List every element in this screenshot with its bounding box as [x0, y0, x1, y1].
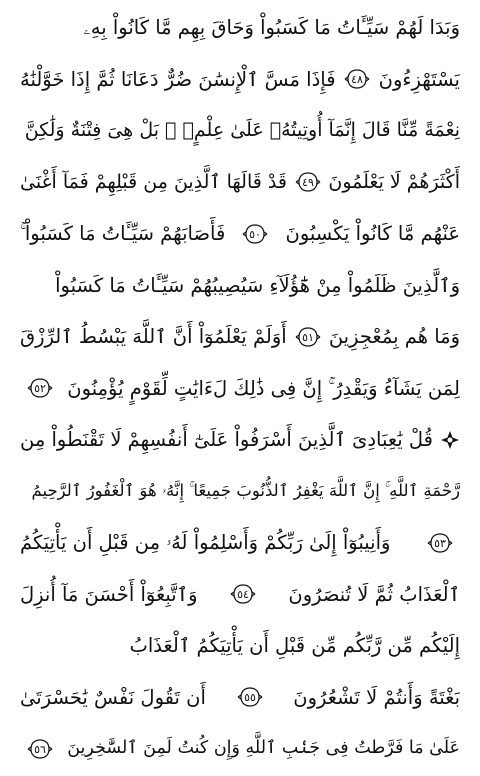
text-line — [20, 208, 460, 260]
text-line — [20, 466, 460, 518]
ayah-number-marker — [241, 223, 269, 245]
text-line — [20, 620, 460, 672]
verse-text: عَنْهُم مَّا كَانُواْ يَكْسِبُونَ — [285, 222, 460, 245]
verse-text: إِلَيْكُم مِّن رَّبِّكُم مِّن قَبْلِ أَن يَأْتِيَكُمُ ٱلْعَذَابُ — [129, 634, 460, 657]
verse-text: وَٱلَّذِينَ ظَلَمُواْ مِنْ هَٰٓؤُلَآءِ سَيُصِيبُهُمْ سَيِّـَٔاتُ مَا كَسَبُواْ — [55, 273, 460, 297]
verse-text: يَسْتَهْزِءُونَ — [378, 67, 460, 91]
verse-text: ٱلْعَذَابُ ثُمَّ لَا تُنصَرُونَ — [288, 582, 460, 606]
verse-text: وَأَنِيبُوٓاْ إِلَىٰ رَبِّكُمْ وَأَسْلِمُواْ لَهُۥ مِن قَبْلِ أَن يَأْتِيَكُمُ — [20, 531, 391, 554]
text-line — [20, 569, 460, 621]
ayah-number-marker — [343, 68, 371, 90]
verse-text: رَّحْمَةِ ٱللَّهِ ۚ إِنَّ ٱللَّهَ يَغْفِرُ ٱلذُّنُوبَ جَمِيعًا ۚ إِنَّهُۥ هُوَ ٱلْغَفُورُ ٱلرَّحِيمُ — [31, 481, 460, 500]
verse-text: أَوَلَمْ يَعْلَمُوٓاْ أَنَّ ٱللَّهَ يَبْسُطُ ٱلرِّزْقَ — [20, 325, 287, 348]
ayah-number: ٤٨ — [351, 73, 364, 87]
verse-text: قُلْ يَٰعِبَادِىَ ٱلَّذِينَ أَسْرَفُواْ عَلَىٰٓ أَنفُسِهِمْ لَا تَقْنَطُواْ مِن — [20, 428, 433, 451]
verse-text: فَأَصَابَهُمْ سَيِّـَٔاتُ مَا كَسَبُواْ ۚ — [20, 222, 226, 245]
verse-text: عَلَىٰ مَا فَرَّطتُ فِى جَنۢبِ ٱللَّهِ وَإِن كُنتُ لَمِنَ ٱلسَّٰخِرِينَ — [67, 738, 460, 758]
ayah-number: ٥٦ — [34, 742, 46, 756]
text-line — [20, 723, 460, 775]
text-line — [20, 311, 460, 363]
ayah-number: ٥٥ — [243, 691, 256, 705]
verse-text: فَإِذَا مَسَّ ٱلْإِنسَٰنَ ضُرٌّ دَعَانَا ثُمَّ إِذَا خَوَّلْنَٰهُ — [20, 67, 336, 91]
ayah-number: ٥٠ — [249, 227, 262, 241]
hizb-star-icon — [440, 430, 460, 450]
ayah-number-marker — [426, 532, 454, 554]
text-line — [20, 414, 460, 466]
verse-text: وَٱتَّبِعُوٓاْ أَحْسَنَ مَآ أُنزِلَ — [20, 582, 198, 606]
verse-text: أَكْثَرَهُمْ لَا يَعْلَمُونَ — [328, 170, 460, 193]
text-line — [20, 54, 460, 106]
ayah-number-marker — [236, 686, 264, 708]
text-line — [20, 260, 460, 312]
verse-text: أَن تَقُولَ نَفْسٌ يَٰحَسْرَتَىٰ — [20, 685, 206, 709]
ayah-number-marker — [26, 377, 54, 399]
ayah-number-marker — [294, 171, 322, 193]
ayah-number: ٥٤ — [237, 588, 249, 602]
verse-text: لِمَن يَشَآءُ وَيَقْدِرُ ۚ إِنَّ فِى ذَٰلِكَ لَءَايَٰتٍ لِّقَوْمٍ يُؤْمِنُونَ — [67, 376, 460, 400]
verse-text: وَمَا هُم بِمُعْجِزِينَ — [328, 325, 460, 348]
verse-text: وَبَدَا لَهُمْ سَيِّـَٔاتُ مَا كَسَبُواْ وَحَاقَ بِهِم مَّا كَانُواْ بِهِۦ — [83, 16, 460, 39]
ayah-number: ٤٩ — [301, 176, 314, 190]
text-line — [20, 363, 460, 415]
text-line — [20, 105, 460, 157]
verse-text: نِعْمَةً مِّنَّا قَالَ إِنَّمَآ أُوتِيتُهُۥ عَلَىٰ عِلْمٍۭ ۚ بَلْ هِىَ فِتْنَةٌ وَلَٰكِنَّ — [24, 119, 460, 142]
ayah-number-marker — [26, 738, 54, 760]
ayah-number-marker — [229, 583, 257, 605]
ayah-number: ٥٢ — [34, 382, 46, 396]
verse-text: قَدْ قَالَهَا ٱلَّذِينَ مِن قَبْلِهِمْ فَمَآ أَغْنَىٰ — [20, 170, 287, 193]
text-line — [20, 672, 460, 724]
ayah-number: ٥١ — [301, 330, 314, 344]
ayah-number: ٥٣ — [434, 536, 446, 550]
verse-text: بَغْتَةً وَأَنتُمْ لَا تَشْعُرُونَ — [293, 685, 460, 709]
text-line — [20, 517, 460, 569]
text-line — [20, 157, 460, 209]
ayah-number-marker — [294, 326, 322, 348]
text-line — [20, 2, 460, 54]
